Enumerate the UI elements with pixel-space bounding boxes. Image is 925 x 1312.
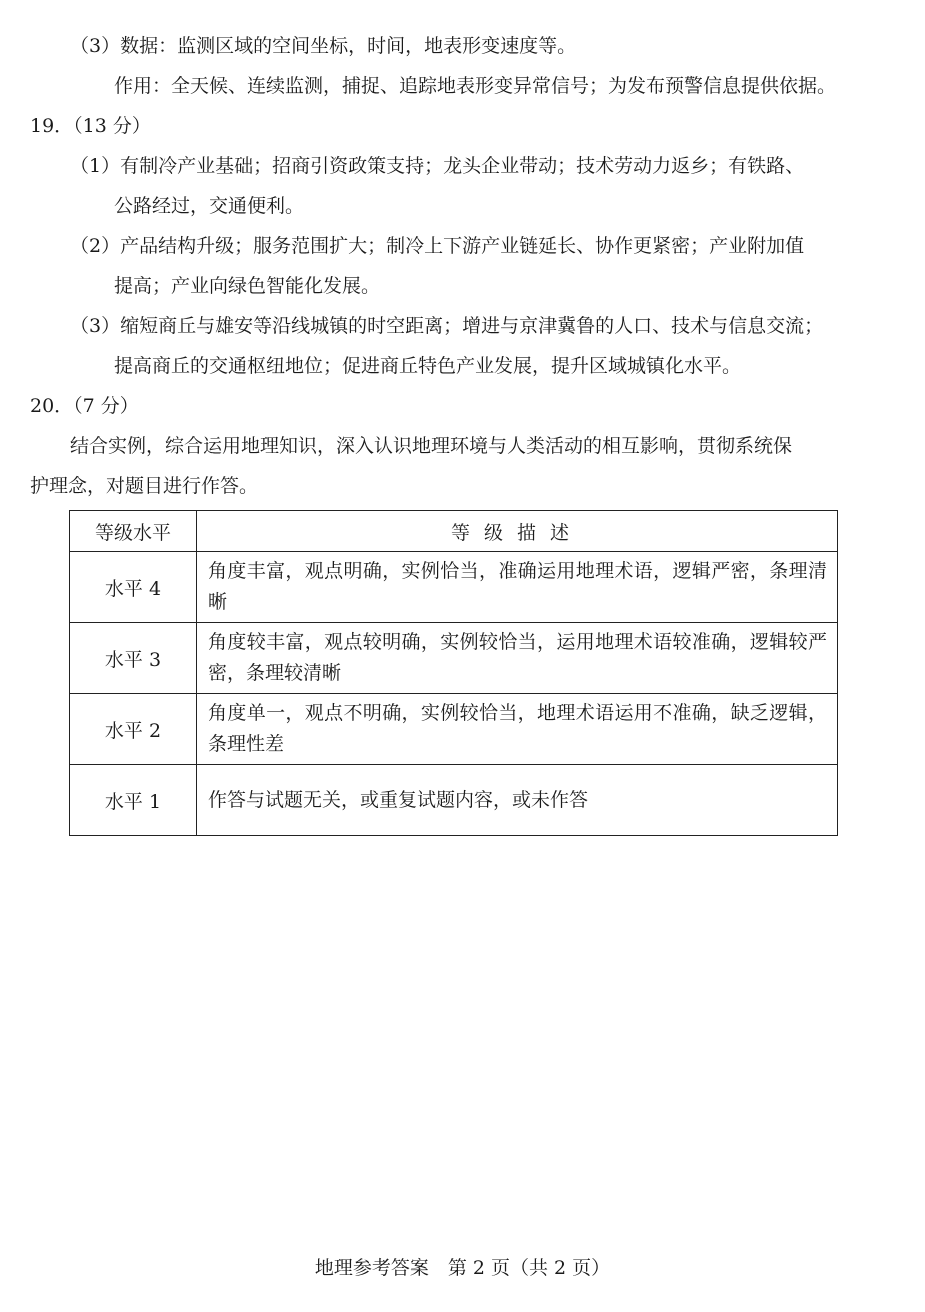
q18-item3-data: （3）数据：监测区域的空间坐标，时间，地表形变速度等。 [70, 35, 577, 57]
q20-intro-line1: 结合实例，综合运用地理知识，深入认识地理环境与人类活动的相互影响，贯彻系统保 [70, 435, 793, 457]
grading-table [69, 510, 838, 836]
table-header-row [70, 511, 838, 552]
description-cell: 角度丰富，观点明确，实例恰当，准确运用地理术语，逻辑严密，条理清晰 [197, 552, 838, 623]
q20-intro-line2: 护理念，对题目进行作答。 [30, 475, 259, 497]
level-cell: 水平 2 [70, 694, 197, 765]
header-level: 等级水平 [70, 511, 197, 552]
q19-item2-line2: 提高；产业向绿色智能化发展。 [114, 275, 381, 297]
q19-item3-line2: 提高商丘的交通枢纽地位；促进商丘特色产业发展，提升区域城镇化水平。 [114, 355, 742, 377]
q19-item2-line1: （2）产品结构升级；服务范围扩大；制冷上下游产业链延长、协作更紧密；产业附加值 [70, 235, 805, 257]
table-row [70, 552, 838, 623]
description-cell: 作答与试题无关，或重复试题内容，或未作答 [197, 765, 838, 836]
page-footer: 地理参考答案 第 2 页（共 2 页） [314, 1257, 611, 1279]
q19-heading: 19．（13 分） [30, 115, 151, 137]
table-row [70, 694, 838, 765]
header-description: 等级描述 [197, 511, 838, 552]
q19-item1-line1: （1）有制冷产业基础；招商引资政策支持；龙头企业带动；技术劳动力返乡；有铁路、 [70, 155, 805, 177]
q18-item3-use: 作用：全天候、连续监测，捕捉、追踪地表形变异常信号；为发布预警信息提供依据。 [114, 75, 837, 97]
level-cell: 水平 3 [70, 623, 197, 694]
description-cell: 角度较丰富，观点较明确，实例较恰当，运用地理术语较准确，逻辑较严密，条理较清晰 [197, 623, 838, 694]
level-cell: 水平 1 [70, 765, 197, 836]
q19-item1-line2: 公路经过，交通便利。 [114, 195, 305, 217]
table-row [70, 765, 838, 836]
level-cell: 水平 4 [70, 552, 197, 623]
description-cell: 角度单一，观点不明确，实例较恰当，地理术语运用不准确，缺乏逻辑，条理性差 [197, 694, 838, 765]
table-row [70, 623, 838, 694]
q20-heading: 20．（7 分） [30, 395, 139, 417]
q19-item3-line1: （3）缩短商丘与雄安等沿线城镇的时空距离；增进与京津冀鲁的人口、技术与信息交流； [70, 315, 824, 337]
